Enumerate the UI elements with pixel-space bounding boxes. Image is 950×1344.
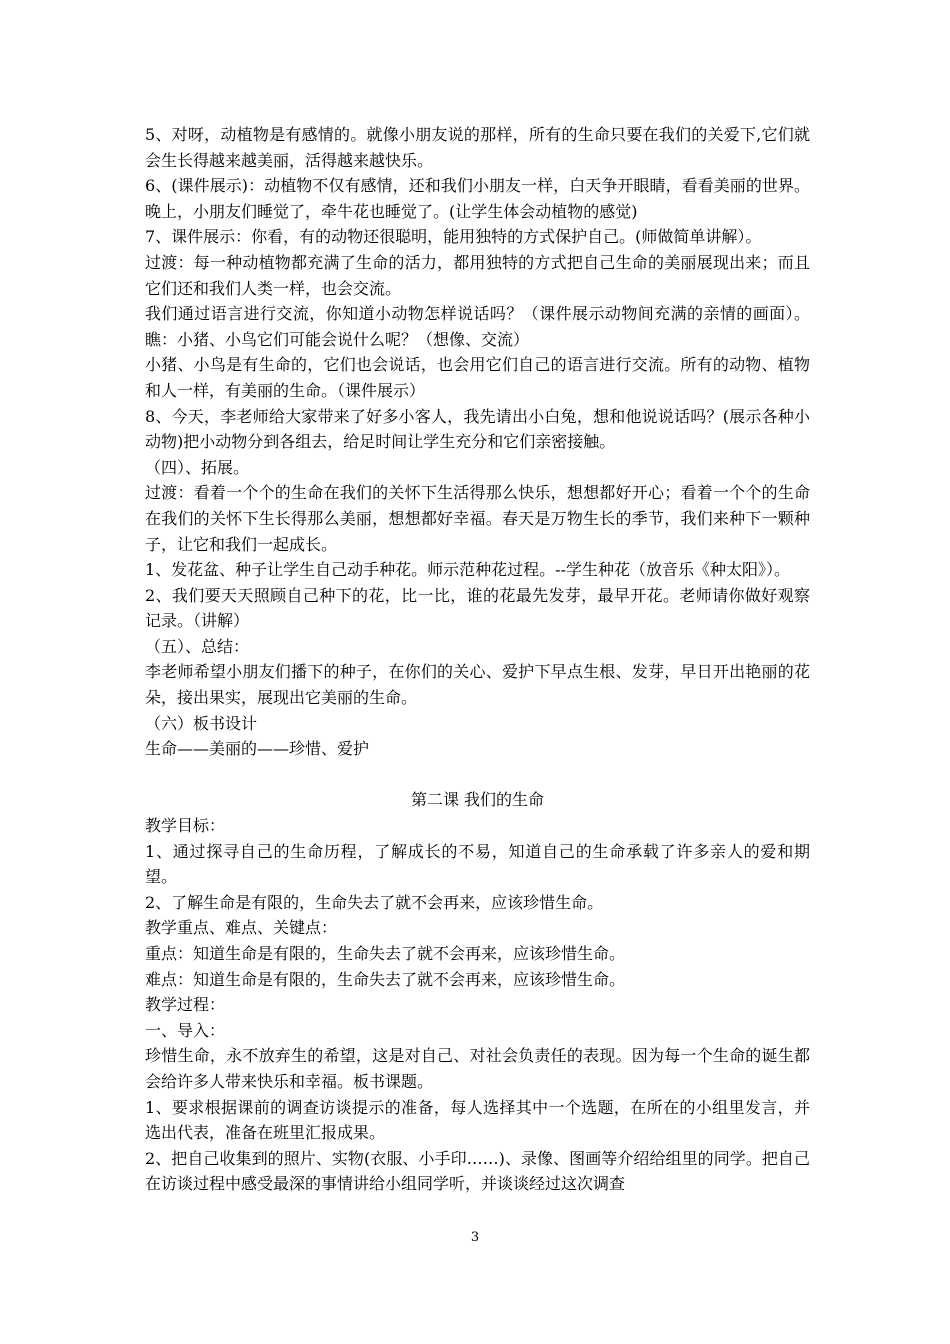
section-heading: （六）板书设计	[145, 713, 258, 733]
paragraph: 2、了解生命是有限的，生命失去了就不会再来，应该珍惜生命。	[145, 892, 604, 912]
board-design: 生命——美丽的——珍惜、爱护	[145, 739, 370, 759]
paragraph: 6、(课件展示)：动植物不仅有感情，还和我们小朋友一样，白天争开眼睛，看看美丽的世界。晚上，小朋友们睡觉了，牵牛花也睡觉了。(让学生体会动植物的感觉)	[145, 176, 810, 221]
paragraph: 珍惜生命，永不放弃生的希望，这是对自己、对社会负责任的表现。因为每一个生命的诞生都会给许多人带来快乐和幸福。板书课题。	[145, 1046, 810, 1091]
paragraph: 小猪、小鸟是有生命的，它们也会说话，也会用它们自己的语言进行交流。所有的动物、植物和人一样，有美丽的生命。（课件展示）	[145, 355, 810, 400]
paragraph: 7、课件展示：你看，有的动物还很聪明，能用独特的方式保护自己。(师做简单讲解）。	[145, 227, 762, 247]
paragraph: 1、通过探寻自己的生命历程，了解成长的不易，知道自己的生命承载了许多亲人的爱和期望。	[145, 841, 810, 887]
page-number: 3	[470, 1230, 480, 1245]
section-heading: （五）、总结：	[145, 636, 250, 656]
paragraph: 李老师希望小朋友们播下的种子，在你们的关心、爱护下早点生根、发芽，早日开出艳丽的花朵，接出果实，展现出它美丽的生命。	[145, 662, 810, 708]
section-heading: 教学目标：	[145, 816, 226, 836]
paragraph: 过渡：看着一个个的生命在我们的关怀下生活得那么快乐，想想都好开心；看着一个个的生命在我们的关怀下生长得那么美丽，想想都好幸福。春天是万物生长的季节，我们来种下一颗种子，让它和我们一起成长。	[145, 483, 810, 554]
lesson-title: 第二课 我们的生命	[410, 790, 545, 810]
paragraph: 1、要求根据课前的调查访谈提示的准备，每人选择其中一个选题，在所在的小组里发言，并选出代表，准备在班里汇报成果。	[145, 1097, 810, 1143]
section-heading: 教学重点、难点、关键点：	[145, 918, 338, 938]
section-heading: 教学过程：	[145, 995, 226, 1015]
paragraph: 2、我们要天天照顾自己种下的花，比一比，谁的花最先发芽，最早开花。老师请你做好观察记录。（讲解）	[145, 585, 810, 631]
paragraph: 8、今天，李老师给大家带来了好多小客人，我先请出小白兔，想和他说说话吗？(展示各种小动物)把小动物分到各组去，给足时间让学生充分和它们亲密接触。	[145, 406, 810, 452]
page-body	[145, 122, 810, 1197]
blank-line	[145, 762, 810, 788]
paragraph: 重点：知道生命是有限的，生命失去了就不会再来，应该珍惜生命。	[145, 944, 626, 963]
paragraph: 难点：知道生命是有限的，生命失去了就不会再来，应该珍惜生命。	[145, 969, 626, 989]
paragraph: 5、对呀，动植物是有感情的。就像小朋友说的那样，所有的生命只要在我们的关爱下,它们就会生长得越来越美丽，活得越来越快乐。	[145, 125, 810, 170]
section-heading: （四）、拓展。	[145, 457, 250, 477]
section-heading: 一、导入：	[145, 1020, 226, 1040]
paragraph: 2、把自己收集到的照片、实物(衣服、小手印……)、录像、图画等介绍给组里的同学。把自己在访谈过程中感受最深的事情讲给小组同学听，并谈谈经过这次调查	[145, 1148, 810, 1194]
paragraph: 过渡：每一种动植物都充满了生命的活力，都用独特的方式把自己生命的美丽展现出来；而且它们还和我们人类一样，也会交流。	[145, 252, 810, 298]
paragraph: 我们通过语言进行交流，你知道小动物怎样说话吗？（课件展示动物间充满的亲情的画面）。瞧：小猪、小鸟它们可能会说什么呢？（想像、交流）	[145, 304, 810, 349]
paragraph: 1、发花盆、种子让学生自己动手种花。师示范种花过程。--学生种花（放音乐《种太阳》）。	[145, 560, 790, 580]
